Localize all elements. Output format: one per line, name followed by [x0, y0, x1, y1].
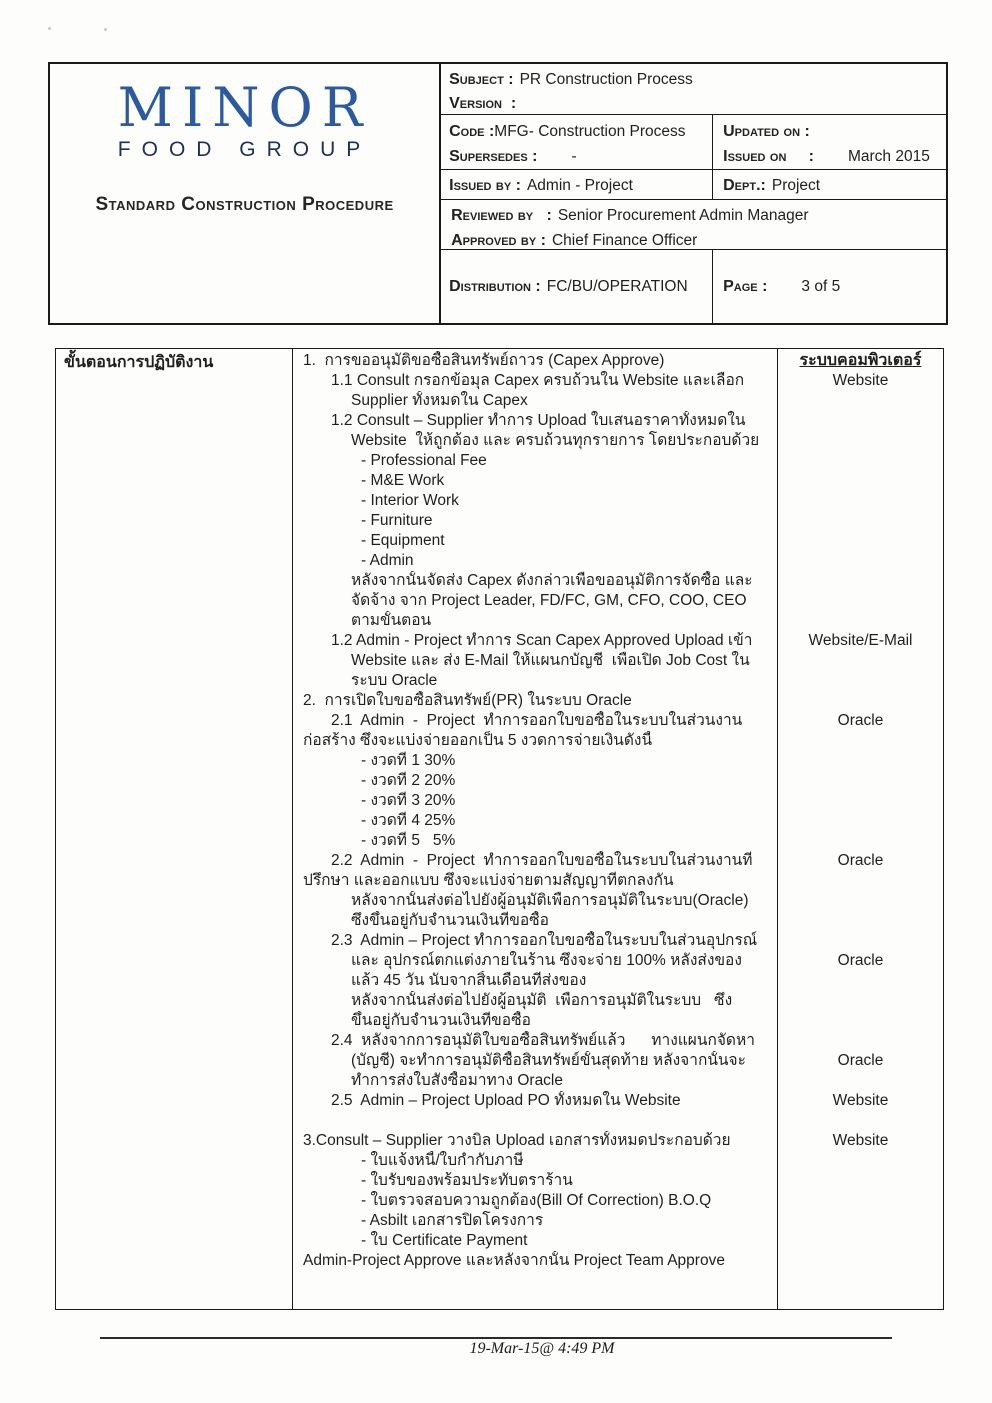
system-column [778, 349, 943, 1309]
procedure-line: (บัญชี) จะทำการอนุมัติซื้อสินทรัพย์ขั้นสุดท้าย หลังจากนั้นจะ [351, 1052, 746, 1069]
scan-artifact [48, 27, 51, 30]
procedure-table [55, 348, 944, 1310]
steps-column [56, 349, 293, 1309]
procedure-line: - Professional Fee [361, 452, 487, 469]
page-value: 3 of 5 [801, 277, 841, 295]
procedure-line: - ใบรับของพร้อมประทับตราร้าน [361, 1172, 573, 1189]
procedure-line: - Interior Work [361, 492, 459, 509]
dept-cell [713, 170, 946, 199]
header-row-subject [441, 64, 946, 115]
version-label: Version : [449, 95, 517, 112]
header-right-cell [441, 64, 946, 323]
procedure-line: 1.2 Admin - Project ทำการ Scan Capex Approved Upload เข้า [331, 632, 753, 649]
procedure-line: - ใบแจ้งหนี้/ใบกำกับภาษี [361, 1152, 524, 1169]
procedure-line: ระบบ Oracle [351, 672, 438, 689]
updated-issued-cell [713, 115, 946, 169]
system-label: Oracle [837, 852, 884, 869]
procedure-line: Supplier ทั้งหมดใน Capex [351, 392, 528, 409]
procedure-line: - Furniture [361, 512, 433, 529]
system-label: Oracle [837, 1052, 884, 1069]
procedure-line: - งวดที่ 4 25% [361, 812, 456, 829]
procedure-line: - Admin [361, 552, 414, 569]
procedure-line: Website ให้ถูกต้อง และ ครบถ้วนทุกรายการ โดยประกอบด้วย [351, 432, 760, 449]
updated-on-label: Updated on : [723, 123, 810, 140]
header-row-code [441, 115, 946, 170]
reviewed-by-label: Reviewed by : [451, 207, 552, 225]
page-label: Page : [723, 277, 768, 295]
scan-artifact [104, 28, 107, 31]
procedure-line: แล้ว 45 วัน นับจากสิ้นเดือนที่ส่งของ [351, 972, 587, 989]
procedure-line: - งวดที่ 3 20% [361, 792, 456, 809]
distribution-value: FC/BU/OPERATION [546, 277, 688, 295]
approved-by-value: Chief Finance Officer [551, 232, 698, 250]
procedure-line: ทำการส่งใบสั่งซื้อมาทาง Oracle [351, 1072, 563, 1089]
procedure-line: - งวดที่ 2 20% [361, 772, 456, 789]
procedure-line: Admin-Project Approve และหลังจากนั้น Project Team Approve [303, 1252, 725, 1269]
issued-by-cell [441, 170, 713, 199]
procedure-line: - งวดที่ 5 5% [361, 832, 456, 849]
procedure-line: หลังจากนั้นจัดส่ง Capex ดังกล่าวเพื่อขออนุมัติการจัดซื้อ และ [351, 572, 753, 589]
procedure-line: - M&E Work [361, 472, 445, 489]
procedure-line: 2.1 Admin - Project ทำการออกใบขอซื้อในระบบในส่วนงาน [331, 712, 743, 729]
procedure-line: 2.3 Admin – Project ทำการออกใบขอซื้อในระบบในส่วนอุปกรณ์ [331, 932, 758, 949]
procedure-line: Website และ ส่ง E-Mail ให้แผนกบัญชี เพื่อเปิด Job Cost ใน [351, 652, 750, 669]
procedure-line [293, 1111, 777, 1131]
procedure-line: - ใบ Certificate Payment [361, 1232, 528, 1249]
steps-column-header: ขั้นตอนการปฏิบัติงาน [64, 354, 214, 371]
procedure-line: หลังจากนั้นส่งต่อไปยังผู้อนุมัติเพื่อการอนุมัติในระบบ(Oracle) [351, 892, 749, 909]
procedure-line: - Asbilt เอกสารปิดโครงการ [361, 1212, 544, 1229]
procedure-line: 1.2 Consult – Supplier ทำการ Upload ใบเสนอราคาทั้งหมดใน [331, 412, 746, 429]
dept-value: Project [771, 177, 821, 194]
code-value: MFG- Construction Process [494, 123, 686, 140]
page-cell [713, 250, 946, 323]
procedure-line: 2.2 Admin - Project ทำการออกใบขอซื้อในระบบในส่วนงานที่ [331, 852, 753, 869]
procedure-line: หลังจากนั้นส่งต่อไปยังผู้อนุมัติ เพื่อการอนุมัติในระบบ ซึ่ง [351, 992, 733, 1009]
system-label: Website [832, 372, 889, 389]
header-row-reviewed [441, 200, 946, 250]
procedure-line: - งวดที่ 1 30% [361, 752, 456, 769]
procedure-line: 1. การขออนุมัติขอซื้อสินทรัพย์ถาวร (Capex Approve) [303, 352, 665, 369]
procedure-line: ซึ่งขึ้นอยู่กับจำนวนเงินที่ขอซื้อ [351, 912, 549, 929]
distribution-label: Distribution : [449, 277, 541, 295]
system-label: Website [832, 1092, 889, 1109]
procedure-lines [293, 349, 778, 1309]
supersedes-label: Supersedes : [449, 148, 538, 165]
issued-on-label: Issued on : [723, 148, 814, 165]
system-label: Oracle [837, 712, 884, 729]
supersedes-value: - [571, 148, 577, 165]
header-table [48, 62, 948, 325]
subject-value: PR Construction Process [519, 71, 693, 88]
header-left-cell [50, 64, 441, 323]
procedure-line: 3.Consult – Supplier วางบิล Upload เอกสารทั้งหมดประกอบด้วย [303, 1132, 731, 1149]
system-column-header: ระบบคอมพิวเตอร์ [799, 352, 922, 369]
issued-by-value: Admin - Project [526, 177, 633, 194]
procedure-line: ปรึกษา และออกแบบ ซึ่งจะแบ่งจ่ายตามสัญญาที่ตกลงกัน [303, 872, 674, 889]
system-label: Oracle [837, 952, 884, 969]
company-logo [117, 76, 372, 162]
logo-word-minor: MINOR [117, 76, 372, 139]
system-label: Website/E-Mail [808, 632, 913, 649]
distribution-cell [441, 250, 713, 323]
subject-label: Subject : [449, 71, 514, 88]
procedure-line: และ อุปกรณ์ตกแต่งภายในร้าน ซึ่งจะจ่าย 100% หลังส่งของ [351, 952, 742, 969]
procedure-line: - ใบตรวจสอบความถูกต้อง(Bill Of Correction) B.O.Q [361, 1192, 712, 1209]
issued-by-label: Issued by : [449, 177, 521, 194]
procedure-line: ขึ้นอยู่กับจำนวนเงินที่ขอซื้อ [351, 1012, 531, 1029]
procedure-line: 2. การเปิดใบขอซื้อสินทรัพย์(PR) ในระบบ Oracle [303, 692, 632, 709]
logo-word-food-group: FOOD GROUP [117, 138, 372, 161]
code-label: Code : [449, 123, 495, 140]
print-timestamp: 19-Mar-15@ 4:49 PM [469, 1340, 615, 1357]
issued-on-value: March 2015 [847, 148, 930, 165]
dept-label: Dept.: [723, 177, 766, 194]
procedure-line: 2.5 Admin – Project Upload PO ทั้งหมดใน Website [331, 1092, 681, 1109]
footer-rule [100, 1337, 892, 1339]
system-label: Website [832, 1132, 889, 1149]
procedure-line: จัดจ้าง จาก Project Leader, FD/FC, GM, CFO, COO, CEO [351, 592, 747, 609]
procedure-line: - Equipment [361, 532, 445, 549]
procedure-line: ตามขั้นตอน [351, 612, 432, 629]
procedure-line: 1.1 Consult กรอกข้อมุล Capex ครบถ้วนใน Website และเลือก [331, 372, 745, 389]
header-row-issued-by [441, 170, 946, 200]
header-row-distribution [441, 250, 946, 323]
approved-by-label: Approved by : [451, 232, 546, 250]
procedure-line: ก่อสร้าง ซึ่งจะแบ่งจ่ายออกเป็น 5 งวดการจ่ายเงินดังนี้ [303, 732, 653, 749]
procedure-line: 2.4 หลังจากการอนุมัติใบขอซื้อสินทรัพย์แล้ว ทางแผนกจัดหา [331, 1032, 755, 1049]
code-supersedes-cell [441, 115, 713, 169]
document-title: Standard Construction Procedure [95, 194, 394, 215]
reviewed-by-value: Senior Procurement Admin Manager [557, 207, 809, 225]
